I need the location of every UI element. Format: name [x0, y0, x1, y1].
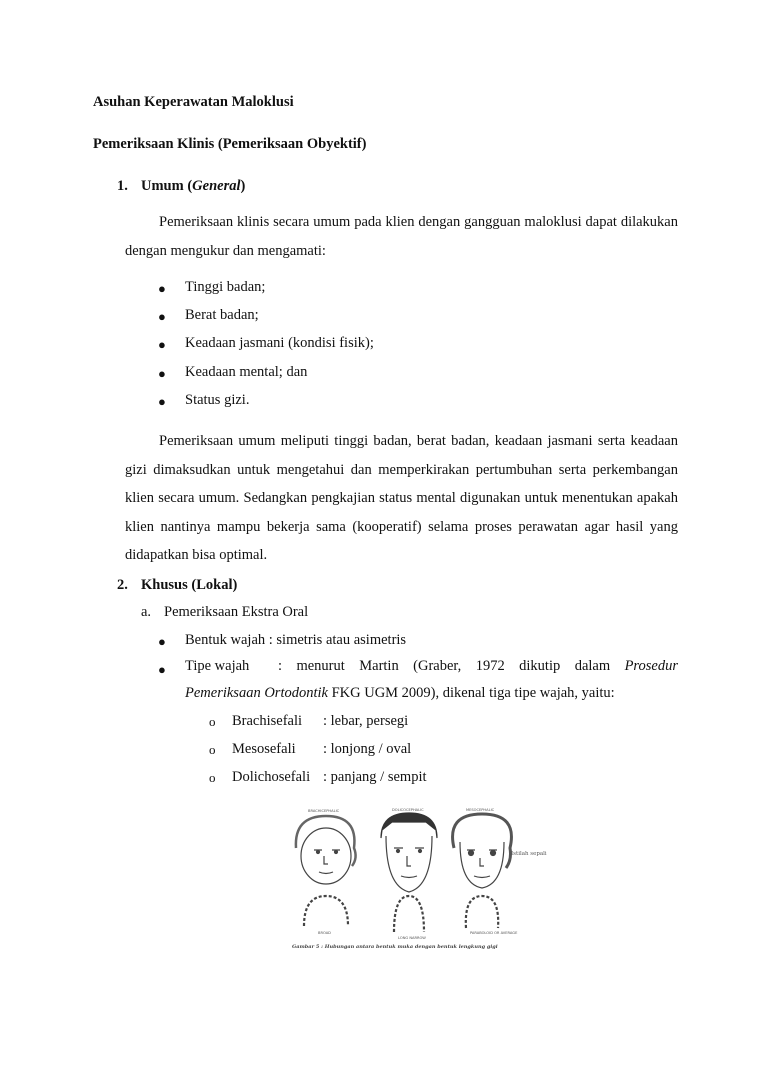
- bullet-icon: ●: [158, 394, 166, 409]
- circle-bullet-icon: o: [209, 714, 216, 729]
- brachicephalic-face-icon: [296, 816, 356, 884]
- arch-label: BROAD: [318, 931, 331, 935]
- section-2-heading: Khusus (Lokal): [141, 577, 238, 593]
- mesocephalic-face-icon: [453, 814, 512, 888]
- face-type-desc: : lebar, persegi: [323, 713, 409, 729]
- bullet-icon: ●: [158, 309, 166, 324]
- list-item: Tinggi badan;: [185, 279, 266, 295]
- subsection-a-marker: a.: [141, 604, 152, 620]
- section-1-intro: Pemeriksaan klinis secara umum pada klien dengan gangguan maloklusi dapat dilakukan dengan mengukur dan mengamati:: [125, 214, 678, 259]
- face-type-name: Mesosefali: [232, 741, 296, 757]
- document-title: Asuhan Keperawatan Maloklusi: [93, 94, 294, 110]
- face-type-desc: : panjang / sempit: [323, 769, 427, 785]
- arch-label: LONG NARROW: [398, 936, 426, 940]
- tipe-wajah-text: : menurut Martin (Graber, 1972 dikutip dalam Prosedur: [278, 658, 679, 674]
- facial-types-figure: [286, 808, 547, 958]
- bullet-icon: ●: [158, 662, 166, 677]
- list-item: Keadaan mental; dan: [185, 364, 308, 380]
- section-subtitle: Pemeriksaan Klinis (Pemeriksaan Obyektif): [93, 136, 367, 152]
- tipe-wajah-text-line2: Pemeriksaan Ortodontik FKG UGM 2009), dikenal tiga tipe wajah, yaitu:: [185, 685, 615, 701]
- face-type-name: Dolichosefali: [232, 769, 311, 785]
- section-1-heading: Umum (General): [141, 178, 246, 194]
- list-item: Keadaan jasmani (kondisi fisik);: [185, 335, 374, 351]
- subsection-a-heading: Pemeriksaan Ekstra Oral: [164, 604, 309, 620]
- section-1-paragraph: Pemeriksaan umum meliputi tinggi badan, berat badan, keadaan jasmani serta keadaan gizi dimaksudkan untuk mengetahui dan memperkirakan pertumbuhan serta perkembangan klien secara umum. Sedangkan pengkajian status mental digunakan untuk menentukan apakah klien nantinya mampu bekerja sama (kooperatif) selama proses perawatan agar hasil yang didapatkan bisa optimal.: [125, 433, 678, 564]
- circle-bullet-icon: o: [209, 770, 216, 785]
- broad-arch-icon: [304, 896, 348, 926]
- bullet-icon: ●: [158, 634, 166, 649]
- figure-label: MESOCEPHALIC: [466, 808, 495, 812]
- bentuk-wajah-item: Bentuk wajah : simetris atau asimetris: [185, 632, 407, 648]
- section-1-number: 1.: [117, 178, 128, 194]
- face-type-desc: : lonjong / oval: [323, 741, 412, 757]
- bullet-icon: ●: [158, 366, 166, 381]
- tipe-wajah-label: Tipe wajah: [185, 658, 250, 674]
- list-item: Berat badan;: [185, 307, 259, 323]
- figure-caption: Gambar 5 : Hubungan antara bentuk muka dengan bentuk lengkung gigi: [292, 944, 498, 950]
- average-arch-icon: [466, 896, 498, 928]
- dolicocephalic-face-icon: [381, 813, 437, 892]
- list-item: Status gizi.: [185, 392, 250, 408]
- arch-label: PARABOLOID OR AVERAGE: [470, 931, 518, 935]
- section-2-number: 2.: [117, 577, 128, 593]
- figure-label: BRACHICEPHALIC: [308, 809, 340, 813]
- circle-bullet-icon: o: [209, 742, 216, 757]
- narrow-arch-icon: [394, 896, 424, 932]
- figure-side-note: Istilah sepali: [511, 851, 547, 857]
- face-type-name: Brachisefali: [232, 713, 303, 729]
- figure-label: DOLICOCEPHALIC: [392, 808, 424, 812]
- bullet-icon: ●: [158, 337, 166, 352]
- bullet-icon: ●: [158, 281, 166, 296]
